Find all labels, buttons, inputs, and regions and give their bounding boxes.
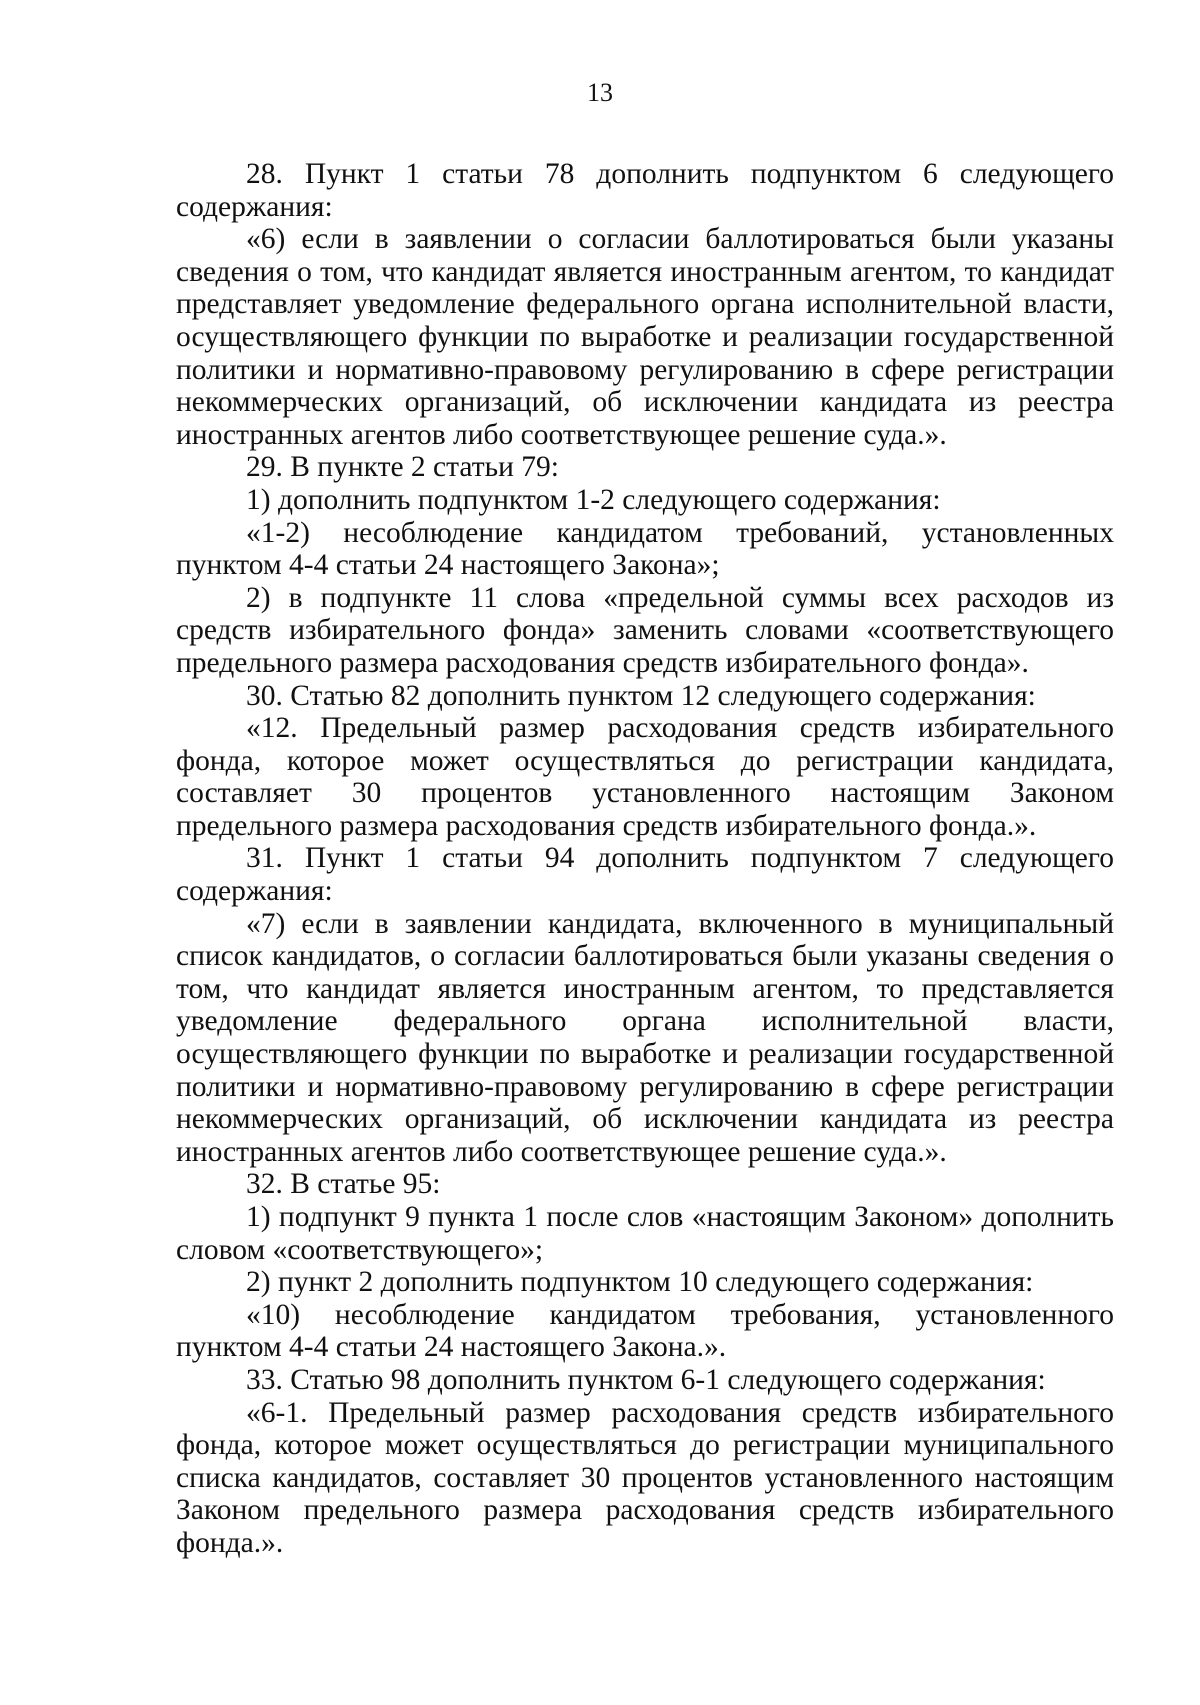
paragraph-30-quote: «12. Предельный размер расходования средств избирательного фонда, которое может осуществляться до регистрации кандидата, составляет 30 процентов установленного настоящим Законом предельного размера расходования средств избирательного фонда.». [176, 712, 1114, 842]
paragraph-28-quote: «6) если в заявлении о согласии баллотироваться были указаны сведения о том, что кандидат является иностранным агентом, то кандидат представляет уведомление федерального органа исполнительной власти, осуществляющего функции по выработке и реализации государственной политики и нормативно-правовому регулированию в сфере регистрации некоммерческих организаций, об исключении кандидата из реестра иностранных агентов либо соответствующее решение суда.». [176, 223, 1114, 451]
document-body [176, 158, 1114, 1560]
paragraph-28: 28. Пункт 1 статьи 78 дополнить подпунктом 6 следующего содержания: [176, 158, 1114, 223]
paragraph-31-quote: «7) если в заявлении кандидата, включенного в муниципальный список кандидатов, о согласии баллотироваться были указаны сведения о том, что кандидат является иностранным агентом, то представляется уведомление федерального органа исполнительной власти, осуществляющего функции по выработке и реализации государственной политики и нормативно-правовому регулированию в сфере регистрации некоммерческих организаций, об исключении кандидата из реестра иностранных агентов либо соответствующее решение суда.». [176, 907, 1114, 1168]
paragraph-32-item-2: 2) пункт 2 дополнить подпунктом 10 следующего содержания: [246, 1266, 1034, 1299]
paragraph-29: 29. В пункте 2 статьи 79: [246, 451, 559, 484]
page-number: 13 [587, 78, 613, 107]
paragraph-32-item-1: 1) подпункт 9 пункта 1 после слов «настоящим Законом» дополнить словом «соответствующего»; [176, 1201, 1114, 1266]
paragraph-29-item-1: 1) дополнить подпунктом 1-2 следующего содержания: [246, 483, 941, 516]
paragraph-30: 30. Статью 82 дополнить пунктом 12 следующего содержания: [246, 679, 1036, 712]
paragraph-33: 33. Статью 98 дополнить пунктом 6-1 следующего содержания: [246, 1363, 1046, 1396]
paragraph-31: 31. Пункт 1 статьи 94 дополнить подпунктом 7 следующего содержания: [176, 842, 1114, 908]
paragraph-33-quote: «6-1. Предельный размер расходования средств избирательного фонда, которое может осуществляться до регистрации муниципального списка кандидатов, составляет 30 процентов установленного настоящим Законом предельного размера расходования средств избирательного фонда.». [176, 1396, 1114, 1559]
paragraph-32: 32. В статье 95: [246, 1168, 441, 1201]
paragraph-29-item-1-quote: «1-2) несоблюдение кандидатом требований, установленных пунктом 4-4 статьи 24 настоящего Закона»; [176, 516, 1114, 582]
paragraph-29-item-2: 2) в подпункте 11 слова «предельной суммы всех расходов из средств избирательного фонда» заменить словами «соответствующего предельного размера расходования средств избирательного фонда». [176, 581, 1114, 679]
paragraph-32-item-2-quote: «10) несоблюдение кандидатом требования, установленного пунктом 4-4 статьи 24 настоящего Закона.». [176, 1298, 1114, 1364]
